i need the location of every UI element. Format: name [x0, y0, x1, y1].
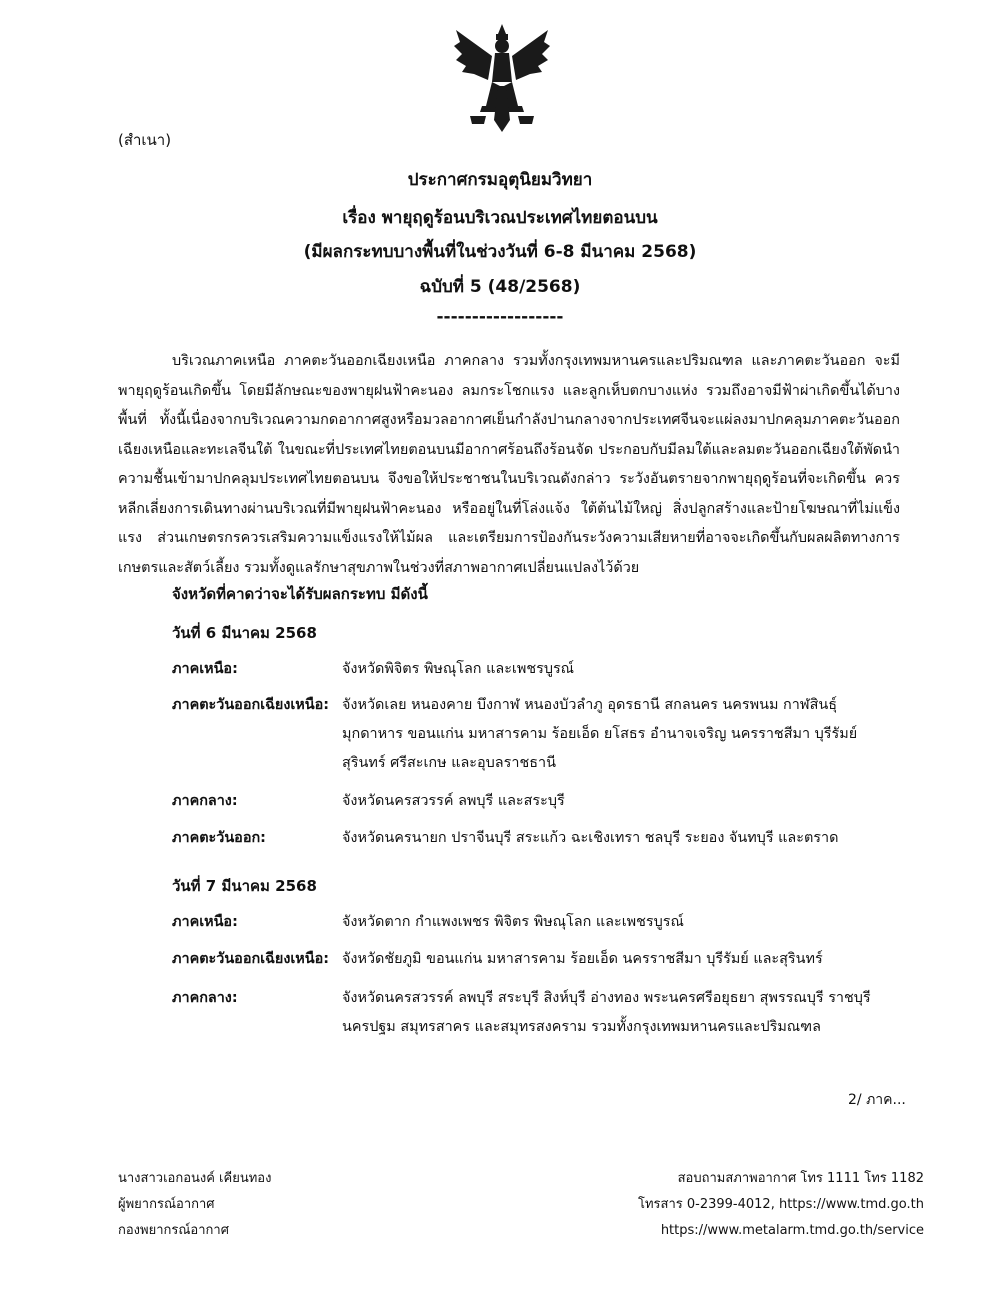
- contact-info: [638, 1166, 924, 1244]
- next-page-marker: 2/ ภาค...: [848, 1092, 906, 1108]
- heading-divider: ------------------: [436, 307, 564, 327]
- region-provinces: จังหวัดเลย หนองคาย บึงกาฬ หนองบัวลำภู อุดรธานี สกลนคร นครพนม กาฬสินธุ์ มุกดาหาร ขอนแก่น มหาสารคาม ร้อยเอ็ด ยโสธร อำนาจเจริญ นครราชสีมา บุรีรัมย์ สุรินทร์ ศรีสะเกษ และอุบลราชธานี: [342, 697, 858, 771]
- contact-service-link[interactable]: https://www.metalarm.tmd.go.th/service: [660, 1223, 924, 1238]
- region-provinces: จังหวัดพิจิตร พิษณุโลก และเพชรบูรณ์: [342, 661, 575, 677]
- region-label: ภาคกลาง:: [172, 990, 238, 1006]
- region-label: ภาคเหนือ:: [172, 914, 238, 930]
- region-label: ภาคกลาง:: [172, 793, 238, 809]
- contact-fax-website[interactable]: โทรสาร 0-2399-4012, https://www.tmd.go.th: [638, 1197, 924, 1212]
- forecaster-name: นางสาวเอกอนงค์ เคียนทอง: [118, 1171, 272, 1186]
- forecaster-position: ผู้พยากรณ์อากาศ: [118, 1197, 215, 1212]
- day-2-date: วันที่ 7 มีนาคม 2568: [172, 877, 317, 895]
- contact-phone: สอบถามสภาพอากาศ โทร 1111 โทร 1182: [677, 1171, 924, 1186]
- day-1-date: วันที่ 6 มีนาคม 2568: [172, 624, 317, 642]
- announcement-issue: ฉบับที่ 5 (48/2568): [419, 277, 581, 297]
- forecaster-division: กองพยากรณ์อากาศ: [118, 1223, 229, 1238]
- announcement-subject: เรื่อง พายุฤดูร้อนบริเวณประเทศไทยตอนบน: [342, 208, 658, 228]
- region-provinces: จังหวัดชัยภูมิ ขอนแก่น มหาสารคาม ร้อยเอ็ด นครราชสีมา บุรีรัมย์ และสุรินทร์: [342, 951, 823, 967]
- garuda-emblem: [452, 20, 552, 138]
- announcement-effect-period: (มีผลกระทบบางพื้นที่ในช่วงวันที่ 6-8 มีนาคม 2568): [303, 242, 697, 262]
- region-label: ภาคตะวันออก:: [172, 830, 266, 846]
- region-label: ภาคตะวันออกเฉียงเหนือ:: [172, 951, 330, 967]
- forecaster-signature: [118, 1166, 271, 1244]
- region-provinces: จังหวัดนครนายก ปราจีนบุรี สระแก้ว ฉะเชิงเทรา ชลบุรี ระยอง จันทบุรี และตราด: [342, 830, 839, 846]
- region-label: ภาคตะวันออกเฉียงเหนือ:: [172, 697, 330, 713]
- copy-label: (สำเนา): [118, 131, 172, 149]
- announcement-body: [118, 347, 900, 583]
- region-provinces: จังหวัดตาก กำแพงเพชร พิจิตร พิษณุโลก และเพชรบูรณ์: [342, 914, 684, 930]
- affected-provinces-title: จังหวัดที่คาดว่าจะได้รับผลกระทบ มีดังนี้: [172, 585, 428, 603]
- region-label: ภาคเหนือ:: [172, 661, 238, 677]
- body-text: บริเวณภาคเหนือ ภาคตะวันออกเฉียงเหนือ ภาคกลาง รวมทั้งกรุงเทพมหานครและปริมณฑล และภาคตะวันออก จะมีพายุฤดูร้อนเกิดขึ้น โดยมีลักษณะของพายุฝนฟ้าคะนอง ลมกระโชกแรง และลูกเห็บตกบางแห่ง รวมถึงอาจมีฟ้าผ่าเกิดขึ้นได้บางพื้นที่ ทั้งนี้เนื่องจากบริเวณความกดอากาศสูงหรือมวลอากาศเย็นกำลังปานกลางจากประเทศจีนจะแผ่ลงมาปกคลุมภาคตะวันออกเฉียงเหนือและทะเลจีนใต้ ในขณะที่ประเทศไทยตอนบนมีอากาศร้อนถึงร้อนจัด ประกอบกับมีลมใต้และลมตะวันออกเฉียงใต้พัดนำความชื้นเข้ามาปกคลุมประเทศไทยตอนบน จึงขอให้ประชาชนในบริเวณดังกล่าว ระวังอันตรายจากพายุฤดูร้อนที่จะเกิดขึ้น ควรหลีกเลี่ยงการเดินทางผ่านบริเวณที่มีพายุฝนฟ้าคะนอง หรืออยู่ในที่โล่งแจ้ง ใต้ต้นไม้ใหญ่ สิ่งปลูกสร้างและป้ายโฆษณาที่ไม่แข็งแรง ส่วนเกษตรกรควรเสริมความแข็งแรงให้ไม้ผล และเตรียมการป้องกันระวังความเสียหายที่อาจจะเกิดขึ้นกับผลผลิตทางการเกษตรและสัตว์เลี้ยง รวมทั้งดูแลรักษาสุขภาพในช่วงที่สภาพอากาศเปลี่ยนแปลงไว้ด้วย: [118, 353, 900, 576]
- region-provinces: จังหวัดนครสวรรค์ ลพบุรี สระบุรี สิงห์บุรี อ่างทอง พระนครศรีอยุธยา สุพรรณบุรี ราชบุรี นครปฐม สมุทรสาคร และสมุทรสงคราม รวมทั้งกรุงเทพมหานครและปริมณฑล: [342, 990, 871, 1035]
- announcement-title: ประกาศกรมอุตุนิยมวิทยา: [407, 170, 593, 190]
- region-provinces: จังหวัดนครสวรรค์ ลพบุรี และสระบุรี: [342, 793, 565, 809]
